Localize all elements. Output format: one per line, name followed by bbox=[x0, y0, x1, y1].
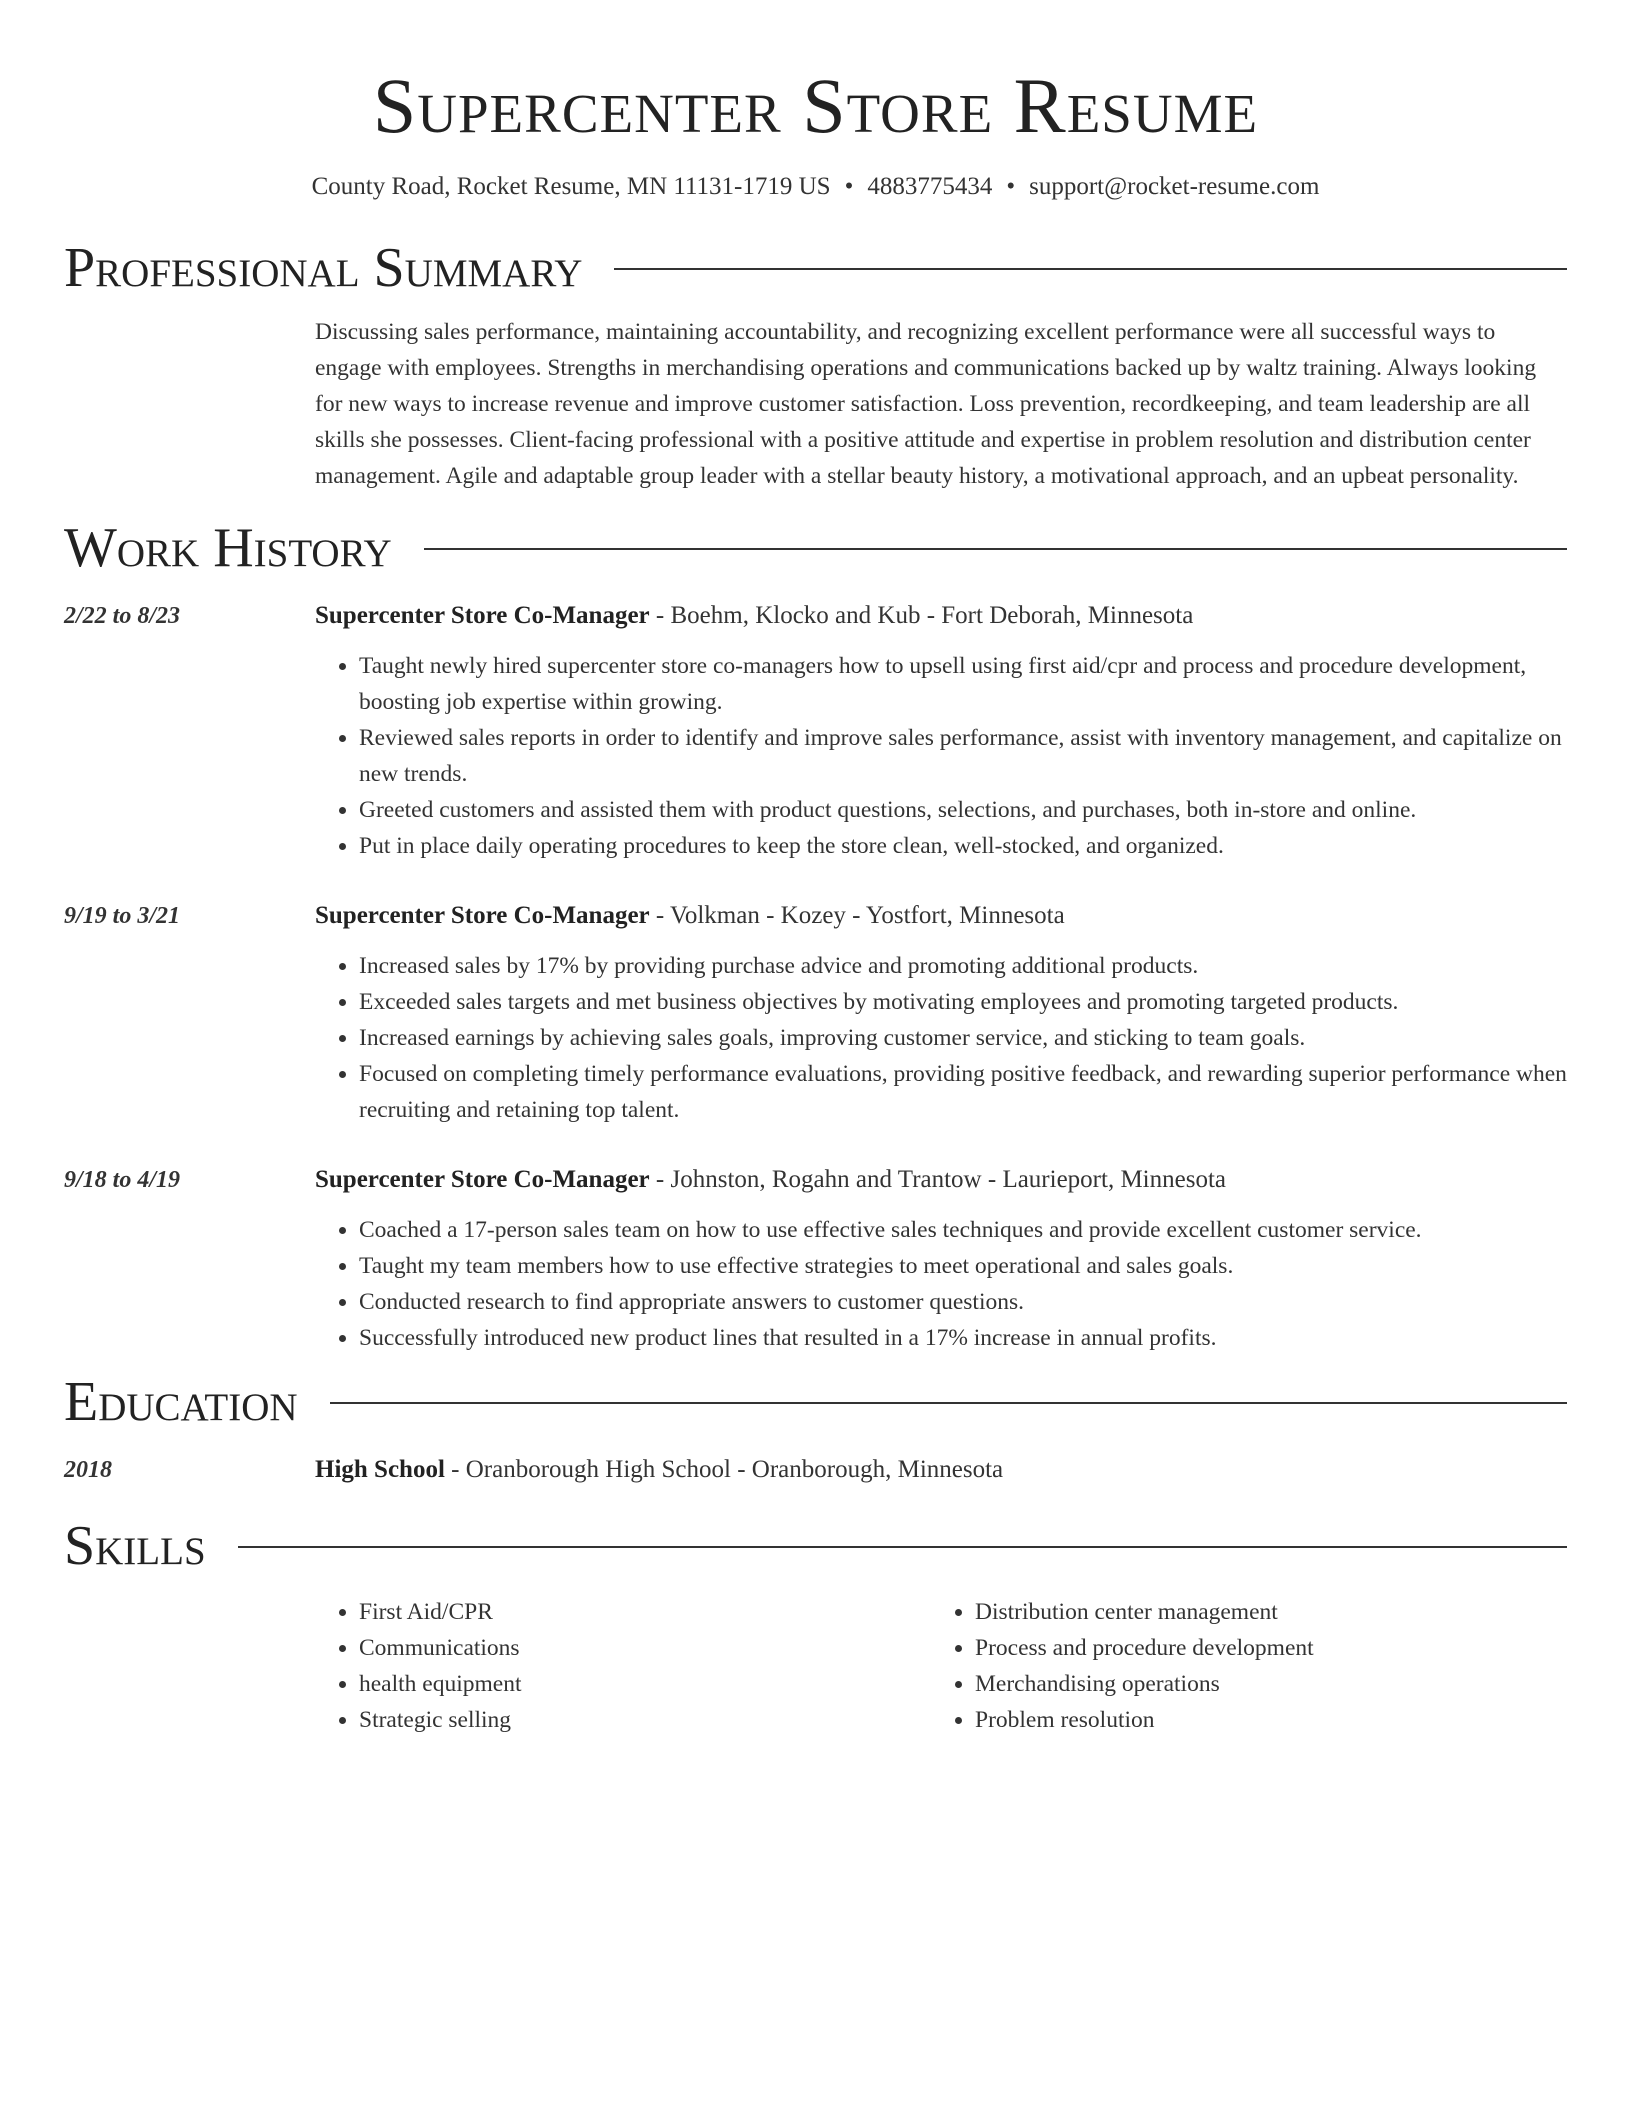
list-item: • Increased sales by 17% by providing purchase advice and promoting additional products. bbox=[359, 948, 1567, 984]
page-title: Supercenter Store Resume bbox=[372, 62, 1259, 149]
skill-item: • Problem resolution bbox=[975, 1702, 1547, 1738]
education-details: - Oranborough High School - Oranborough, Minnesota bbox=[444, 1456, 1004, 1483]
job-details: - Johnston, Rogahn and Trantow - Laurieport, Minnesota bbox=[649, 1166, 1226, 1193]
contact-email: support@rocket-resume.com bbox=[1029, 173, 1320, 200]
list-item: • Taught my team members how to use effective strategies to meet operational and sales goals. bbox=[359, 1248, 1567, 1284]
skills-column-right bbox=[931, 1594, 1547, 1738]
job-details: - Boehm, Klocko and Kub - Fort Deborah, Minnesota bbox=[649, 602, 1194, 629]
section-rule bbox=[64, 1546, 1567, 1548]
skill-item: • health equipment bbox=[359, 1666, 931, 1702]
job-title: Supercenter Store Co-Manager bbox=[315, 902, 650, 929]
job-bullets bbox=[315, 648, 1567, 864]
resume-page bbox=[64, 0, 1567, 1738]
list-item: • Taught newly hired supercenter store co-managers how to upsell using first aid/cpr and process and procedure development, boosting job expertise within growing. bbox=[359, 648, 1567, 720]
job-date: 2/22 to 8/23 bbox=[64, 603, 181, 629]
list-item: • Focused on completing timely performance evaluations, providing positive feedback, and rewarding superior performance when recruiting and retaining top talent. bbox=[359, 1056, 1567, 1128]
summary-text: Discussing sales performance, maintaining accountability, and recognizing excellent performance were all successful ways to engage with employees. Strengths in merchandising operations and communications backed up by waltz training. Always looking for new ways to increase revenue and improve customer satisfaction. Loss prevention, recordkeeping, and team leadership are all skills she possesses. Client-facing professional with a positive attitude and expertise in problem resolution and distribution center management. Agile and adaptable group leader with a stellar beauty history, a motivational approach, and an upbeat personality. bbox=[315, 319, 1537, 489]
list-item: • Increased earnings by achieving sales goals, improving customer service, and sticking to team goals. bbox=[359, 1020, 1567, 1056]
job-date: 9/19 to 3/21 bbox=[64, 903, 181, 929]
job-title: Supercenter Store Co-Manager bbox=[315, 602, 650, 629]
job-heading bbox=[315, 898, 1567, 934]
section-title-skills: Skills bbox=[64, 1514, 238, 1578]
job-heading bbox=[315, 598, 1567, 634]
list-item: • Conducted research to find appropriate answers to customer questions. bbox=[359, 1284, 1567, 1320]
job-entry bbox=[64, 598, 1567, 864]
skills-list bbox=[315, 1594, 1567, 1738]
section-header-education bbox=[64, 1370, 1567, 1434]
job-details: - Volkman - Kozey - Yostfort, Minnesota bbox=[649, 902, 1065, 929]
section-header-skills bbox=[64, 1514, 1567, 1578]
job-bullets bbox=[315, 1212, 1567, 1356]
job-date: 9/18 to 4/19 bbox=[64, 1167, 181, 1193]
bullet-separator: • bbox=[1006, 173, 1016, 200]
list-item: • Exceeded sales targets and met business objectives by motivating employees and promoting targeted products. bbox=[359, 984, 1567, 1020]
job-bullets bbox=[315, 948, 1567, 1128]
education-entry bbox=[64, 1452, 1567, 1488]
skill-item: • Process and procedure development bbox=[975, 1630, 1547, 1666]
skills-column-left bbox=[315, 1594, 931, 1738]
section-header-work bbox=[64, 516, 1567, 580]
education-degree: High School bbox=[315, 1456, 445, 1483]
list-item: • Coached a 17-person sales team on how to use effective sales techniques and provide excellent customer service. bbox=[359, 1212, 1567, 1248]
list-item: • Greeted customers and assisted them with product questions, selections, and purchases, both in-store and online. bbox=[359, 792, 1567, 828]
job-entry bbox=[64, 898, 1567, 1128]
bullet-separator: • bbox=[844, 173, 854, 200]
education-date: 2018 bbox=[64, 1457, 112, 1483]
contact-phone: 4883775434 bbox=[867, 173, 993, 200]
list-item: • Reviewed sales reports in order to identify and improve sales performance, assist with inventory management, and capitalize on new trends. bbox=[359, 720, 1567, 792]
job-heading bbox=[315, 1162, 1567, 1198]
contact-line bbox=[64, 170, 1567, 204]
contact-address: County Road, Rocket Resume, MN 11131-1719 US bbox=[311, 173, 831, 200]
list-item: • Put in place daily operating procedures to keep the store clean, well-stocked, and organized. bbox=[359, 828, 1567, 864]
skill-item: • Communications bbox=[359, 1630, 931, 1666]
skill-item: • Strategic selling bbox=[359, 1702, 931, 1738]
job-entry bbox=[64, 1162, 1567, 1356]
section-title-work: Work History bbox=[64, 516, 424, 580]
section-title-education: Education bbox=[64, 1370, 330, 1434]
education-heading bbox=[315, 1452, 1567, 1488]
job-title: Supercenter Store Co-Manager bbox=[315, 1166, 650, 1193]
section-header-summary bbox=[64, 236, 1567, 300]
skill-item: • First Aid/CPR bbox=[359, 1594, 931, 1630]
section-title-summary: Professional Summary bbox=[64, 236, 614, 300]
list-item: • Successfully introduced new product lines that resulted in a 17% increase in annual profits. bbox=[359, 1320, 1567, 1356]
skill-item: • Distribution center management bbox=[975, 1594, 1547, 1630]
skill-item: • Merchandising operations bbox=[975, 1666, 1547, 1702]
